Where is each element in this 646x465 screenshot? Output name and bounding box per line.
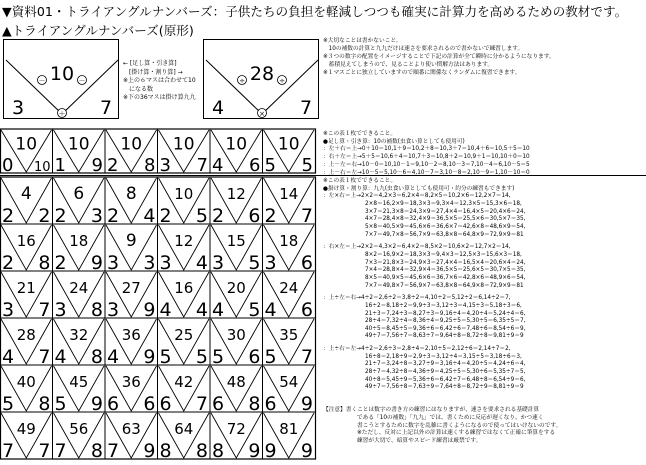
cell-top-number: 10 bbox=[277, 134, 300, 155]
footer-line: 書こうとするために数字を乱雑に書くようになるので使ってはいけないのです。 bbox=[357, 422, 562, 429]
cell-right-number: 3 bbox=[143, 252, 156, 274]
note-line: 10の補数の計算と九九だけは速さを要求されるので書かないで練習します。 bbox=[323, 45, 524, 52]
footer-line: 【注意】書くことは数字の書き方の練習にはなりますが、速さを要求される基礎計算 bbox=[323, 407, 540, 413]
cell-right-number: 5 bbox=[301, 155, 313, 176]
cell-right-number: 7 bbox=[196, 155, 208, 176]
section2-line: 2×2＝4,3×2＝6,4×2＝8,5×2＝10,6×2＝12,7×2＝14, bbox=[360, 244, 511, 251]
cell-right-number: 8 bbox=[195, 440, 208, 462]
cell-left-number: 6 bbox=[107, 393, 120, 415]
cell-top-number: 49 bbox=[16, 420, 36, 439]
legend-line: になる数 bbox=[123, 85, 154, 93]
example-add-op-bottom: ＋ bbox=[58, 110, 66, 118]
cell-left-number: 4 bbox=[107, 346, 120, 368]
cell-right-number: 8 bbox=[90, 440, 103, 462]
cell-left-number: 5 bbox=[2, 393, 15, 415]
cell-top-number: 20 bbox=[226, 279, 246, 298]
section2-line: 7×4＝28,8×4＝32,9×4＝36,5×5＝25,6×5＝30,7×5＝35, bbox=[365, 267, 526, 274]
cell-left-number: 3 bbox=[107, 252, 120, 274]
section2-heading: ※この表１枚でできること。 bbox=[323, 178, 397, 184]
cell-right-number: 5 bbox=[248, 299, 261, 321]
cell-top-number: 36 bbox=[121, 326, 141, 345]
cell-top-number: 81 bbox=[279, 420, 299, 439]
cell-top-number: 9 bbox=[125, 231, 137, 252]
cell-top-number: 25 bbox=[174, 326, 194, 345]
section2-line: 7×3＝21,8×3＝24,9×3＝27,4×4＝16,5×4＝20,6×4＝24, bbox=[365, 259, 526, 266]
cell-left-number: 4 bbox=[54, 346, 67, 368]
cell-top-number: 72 bbox=[226, 420, 246, 439]
section2-line: 4÷2＝2,6÷3＝2,8÷4＝2,10÷5＝2,12÷6＝2,14÷7＝2, bbox=[360, 346, 511, 353]
cell-top-number: 12 bbox=[226, 185, 246, 204]
note-line: 蓄積見えてしまうので、見ることより使い慣解方法はあります。 bbox=[323, 61, 494, 68]
cell-left-number: 4 bbox=[264, 299, 277, 321]
section2-line: 28÷4＝7,32÷4＝8,36÷4＝9,25÷5＝5,30÷5＝6,35÷5＝7, bbox=[365, 318, 526, 325]
cell-top-number: 18 bbox=[69, 232, 89, 251]
cell-top-number: 42 bbox=[174, 373, 194, 392]
cell-left-number: 3 bbox=[159, 252, 172, 274]
section2-line: 40÷8＝5,45÷9＝5,36÷6＝6,42÷7＝6,48÷8＝6,54÷9＝6, bbox=[365, 376, 526, 383]
footer-line: ※ただし、反対に上記以外の計算は速くする練習ではなくて正確に筆算をする bbox=[357, 430, 556, 437]
cell-top-number: 36 bbox=[121, 373, 141, 392]
section1-heading: ※この表１枚でできること。 bbox=[323, 131, 397, 137]
section2-group-label: ：上÷右＝左→ bbox=[323, 346, 361, 353]
cell-left-number: 6 bbox=[212, 393, 225, 415]
cell-left-number: 5 bbox=[264, 155, 276, 176]
cell-top-number: 27 bbox=[121, 279, 141, 298]
example-mul-op-bottom: × bbox=[259, 110, 265, 118]
example-mul-op-left: ÷ bbox=[239, 77, 245, 85]
section2-line: 49÷7＝7,56÷7＝8,63÷7＝9,64÷8＝8,72÷8＝9,81÷9＝9 bbox=[365, 333, 524, 340]
section2-line: 3×7＝21,3×8＝24,3×9＝27,4×4＝16,4×5＝20,4×6＝24, bbox=[365, 208, 526, 215]
cell-right-number: 7 bbox=[38, 346, 51, 368]
cell-left-number: 5 bbox=[159, 346, 172, 368]
cell-right-number: 9 bbox=[300, 393, 313, 415]
cell-left-number: 4 bbox=[159, 299, 172, 321]
cell-right-number: 9 bbox=[91, 155, 103, 176]
example-add-top: 10 bbox=[49, 63, 75, 85]
cell-left-number: 3 bbox=[2, 299, 15, 321]
cell-right-number: 9 bbox=[300, 440, 313, 462]
section2-line: 7×7＝49,8×7＝56,9×7＝63,8×8＝64,9×8＝72,9×9＝81 bbox=[365, 282, 524, 289]
cell-left-number: 4 bbox=[212, 155, 224, 176]
note-line: ※１マスごとに独立していますので順番に関係なくランダムに復習できます。 bbox=[323, 69, 521, 76]
cell-left-number: 0 bbox=[2, 155, 14, 176]
cell-left-number: 6 bbox=[159, 393, 172, 415]
cell-top-number: 28 bbox=[16, 326, 36, 345]
legend-line: ※下の36マスは掛け算九九 bbox=[123, 94, 196, 101]
cell-top-number: 10 bbox=[67, 134, 90, 155]
cell-top-number: 45 bbox=[69, 373, 89, 392]
cell-top-number: 10 bbox=[174, 185, 194, 204]
cell-left-number: 2 bbox=[107, 155, 119, 176]
section2-group-label: ：左×右＝上→ bbox=[323, 193, 361, 200]
cell-top-number: 32 bbox=[69, 326, 89, 345]
cell-top-number: 16 bbox=[174, 279, 194, 298]
cell-right-number: 8 bbox=[248, 393, 261, 415]
section2-line: 8×2＝16,9×2＝18,3×3＝9,4×3＝12,5×3＝15,6×3＝18, bbox=[365, 251, 522, 258]
cell-top-number: 35 bbox=[279, 326, 299, 345]
section2-line: 16÷2＝8,18÷2＝9,9÷3＝3,12÷3＝4,15÷3＝5,18÷3＝6, bbox=[365, 302, 522, 309]
cell-right-number: 3 bbox=[90, 205, 103, 227]
example-mul-left: 4 bbox=[211, 97, 225, 119]
cell-top-number: 64 bbox=[174, 420, 194, 439]
cell-top-number: 14 bbox=[279, 185, 299, 204]
cell-top-number: 4 bbox=[20, 184, 32, 205]
legend-line: ※上の６マスは合わせて10 bbox=[123, 77, 196, 84]
example-add-left: 3 bbox=[11, 97, 25, 119]
cell-right-number: 8 bbox=[38, 252, 51, 274]
example-add-right: 7 bbox=[99, 97, 113, 119]
cell-left-number: 2 bbox=[212, 205, 225, 227]
section2-line: 40÷5＝8,45÷5＝9,36÷6＝6,42÷6＝7,48÷6＝8,54÷6＝9, bbox=[365, 325, 526, 332]
cell-top-number: 54 bbox=[279, 373, 299, 392]
cell-right-number: 6 bbox=[300, 299, 313, 321]
section1-line: ：上－左＝右→10－0＝10,10－1＝9,10－2＝8,10－3＝7,10－4＝6,10－5＝5 bbox=[323, 161, 530, 168]
cell-left-number: 3 bbox=[212, 252, 225, 274]
cell-right-number: 9 bbox=[143, 346, 156, 368]
cell-right-number: 7 bbox=[300, 205, 313, 227]
example-mul-right: 7 bbox=[299, 97, 313, 119]
cell-left-number: 5 bbox=[264, 346, 277, 368]
note-line: ※大切なことは書かないこと。 bbox=[323, 38, 402, 44]
section2-line: 2×2＝4,2×3＝6,2×4＝8,2×5＝10,2×6＝12,2×7＝14, bbox=[360, 193, 511, 200]
example-mul-op-right: ÷ bbox=[279, 77, 285, 85]
cell-left-number: 7 bbox=[2, 440, 15, 462]
example-add-op-left: － bbox=[38, 77, 46, 85]
cell-right-number: 9 bbox=[248, 440, 261, 462]
cell-top-number: 56 bbox=[69, 420, 89, 439]
note-line: ※３つの数字の配置をイメージすることで下記の計算が全て瞬時に分かるようになります。 bbox=[323, 53, 555, 60]
cell-left-number: 3 bbox=[107, 299, 120, 321]
cell-top-number: 24 bbox=[279, 279, 299, 298]
cell-right-number: 5 bbox=[248, 252, 261, 274]
cell-right-number: 6 bbox=[143, 393, 156, 415]
cell-right-number: 5 bbox=[195, 346, 208, 368]
cell-right-number: 8 bbox=[144, 155, 156, 176]
cell-left-number: 4 bbox=[212, 299, 225, 321]
cell-right-number: 10 bbox=[33, 160, 51, 175]
document-title: ▼資料01・トライアングルナンバーズ：子供たちの負担を軽減しつつも確実に計算力を高めるための教材です。 bbox=[2, 4, 628, 19]
section2-line: 8×5＝40,9×5＝45,6×6＝36,7×6＝42,8×6＝48,9×6＝54, bbox=[365, 274, 526, 281]
cell-left-number: 2 bbox=[2, 252, 15, 274]
cell-right-number: 8 bbox=[90, 299, 103, 321]
cell-right-number: 7 bbox=[300, 346, 313, 368]
section1-line: ：左＋右＝上→0＋10＝10,1＋9＝10,2＋8＝10,3＋7＝10,4＋6＝10,5＋5＝10 bbox=[323, 146, 530, 153]
cell-left-number: 3 bbox=[264, 252, 277, 274]
cell-right-number: 9 bbox=[143, 299, 156, 321]
cell-right-number: 7 bbox=[38, 299, 51, 321]
cell-right-number: 7 bbox=[195, 393, 208, 415]
section2-line: 28÷7＝4,32÷8＝4,36÷9＝4,25÷5＝5,30÷6＝5,35÷7＝5, bbox=[365, 369, 526, 376]
cell-left-number: 6 bbox=[264, 393, 277, 415]
section2-title: ●掛け算・割り算：九九(虫食い算としても使用可・約分の練習もできます) bbox=[323, 185, 515, 192]
cell-right-number: 8 bbox=[38, 393, 51, 415]
cell-left-number: 2 bbox=[2, 205, 15, 227]
cell-top-number: 10 bbox=[120, 134, 143, 155]
cell-top-number: 48 bbox=[226, 373, 246, 392]
cell-top-number: 21 bbox=[16, 279, 36, 298]
cell-right-number: 6 bbox=[248, 346, 261, 368]
cell-left-number: 9 bbox=[264, 440, 277, 462]
cell-right-number: 9 bbox=[90, 393, 103, 415]
cell-left-number: 7 bbox=[107, 440, 120, 462]
cell-right-number: 9 bbox=[143, 440, 156, 462]
cell-right-number: 2 bbox=[38, 205, 51, 227]
cell-left-number: 5 bbox=[212, 346, 225, 368]
cell-left-number: 2 bbox=[159, 205, 172, 227]
cell-left-number: 2 bbox=[264, 205, 277, 227]
footer-line: 練習が大切で、暗算やスピード練習は厳禁です。 bbox=[357, 438, 482, 445]
cell-right-number: 4 bbox=[195, 299, 208, 321]
cell-right-number: 5 bbox=[195, 205, 208, 227]
legend-line: [掛け算・割り算] → bbox=[123, 68, 183, 76]
cell-right-number: 9 bbox=[90, 252, 103, 274]
section2-group-label: ：右×左＝上→ bbox=[323, 244, 361, 251]
cell-top-number: 10 bbox=[172, 134, 195, 155]
cell-top-number: 40 bbox=[16, 373, 36, 392]
section2-line: 5×8＝40,5×9＝45,6×6＝36,6×7＝42,6×8＝48,6×9＝54, bbox=[365, 223, 526, 230]
section1-line: ：上－右＝左→10－5＝5,10－6＝4,10－7＝3,10－8＝2,10－9＝1,10－10＝0 bbox=[323, 169, 530, 176]
cell-left-number: 5 bbox=[54, 393, 67, 415]
cell-left-number: 7 bbox=[54, 440, 67, 462]
section2-line: 2×8＝16,2×9＝18,3×3＝9,3×4＝12,3×5＝15,3×6＝18, bbox=[365, 200, 522, 207]
cell-left-number: 2 bbox=[54, 205, 67, 227]
section2-line: 4×7＝28,4×8＝32,4×9＝36,5×5＝25,5×6＝30,5×7＝35, bbox=[365, 216, 526, 223]
cell-right-number: 8 bbox=[90, 346, 103, 368]
example-mul-top: 28 bbox=[249, 63, 275, 85]
cell-top-number: 18 bbox=[279, 232, 299, 251]
example-add-op-right: － bbox=[78, 77, 86, 85]
cell-right-number: 6 bbox=[249, 155, 261, 176]
cell-top-number: 30 bbox=[226, 326, 246, 345]
section1-title: ●足し算・引き算：10の補数(虫食い算としても使用可) bbox=[323, 138, 465, 145]
cell-top-number: 10 bbox=[15, 134, 38, 155]
cell-right-number: 6 bbox=[248, 205, 261, 227]
cell-left-number: 3 bbox=[54, 299, 67, 321]
cell-left-number: 1 bbox=[54, 155, 66, 176]
cell-left-number: 4 bbox=[2, 346, 15, 368]
cell-left-number: 8 bbox=[159, 440, 172, 462]
cell-left-number: 2 bbox=[54, 252, 67, 274]
document-subtitle: ▲トライアングルナンバーズ(原形) bbox=[2, 23, 194, 38]
section2-group-label: ：上÷左＝右→ bbox=[323, 295, 361, 302]
cell-left-number: 3 bbox=[159, 155, 171, 176]
cell-top-number: 24 bbox=[69, 279, 89, 298]
cell-top-number: 10 bbox=[225, 134, 248, 155]
section2-line: 49÷7＝7,56÷8＝7,63÷9＝7,64÷8＝8,72÷9＝8,81÷9＝9 bbox=[365, 384, 524, 391]
cell-top-number: 16 bbox=[16, 232, 36, 251]
cell-top-number: 15 bbox=[226, 232, 246, 251]
cell-right-number: 7 bbox=[38, 440, 51, 462]
section2-line: 21÷3＝7,24÷3＝8,27÷3＝9,16÷4＝4,20÷4＝5,24÷4＝6, bbox=[365, 310, 526, 317]
cell-top-number: 63 bbox=[121, 420, 141, 439]
section2-line: 4÷2＝2,6÷2＝3,8÷2＝4,10÷2＝5,12÷2＝6,14÷2＝7, bbox=[360, 295, 511, 302]
cell-left-number: 8 bbox=[212, 440, 225, 462]
section2-line: 7×7＝49,7×8＝56,7×9＝63,8×8＝64,8×9＝72,9×9＝81 bbox=[365, 231, 524, 238]
footer-line: である「10の補数」「九九」では、書くために反応が遅くなり、かつ速く bbox=[357, 414, 544, 421]
section2-line: 16÷8＝2,18÷9＝2,9÷3＝3,12÷4＝3,15÷5＝3,18÷6＝3, bbox=[365, 353, 522, 360]
section2-line: 21÷7＝3,24÷8＝3,27÷9＝3,16÷4＝4,20÷5＝4,24÷6＝4, bbox=[365, 361, 526, 368]
section1-line: ：右＋左＝上→5＋5＝10,6＋4＝10,7＋3＝10,8＋2＝10,9＋1＝10,10＋0＝10 bbox=[323, 154, 530, 161]
cell-top-number: 8 bbox=[125, 184, 137, 205]
cell-right-number: 4 bbox=[195, 252, 208, 274]
cell-top-number: 12 bbox=[174, 232, 194, 251]
cell-right-number: 6 bbox=[300, 252, 313, 274]
cell-top-number: 6 bbox=[73, 184, 85, 205]
cell-left-number: 2 bbox=[107, 205, 120, 227]
cell-right-number: 4 bbox=[143, 205, 156, 227]
legend-line: ← [足し算・引き算] bbox=[123, 60, 177, 67]
